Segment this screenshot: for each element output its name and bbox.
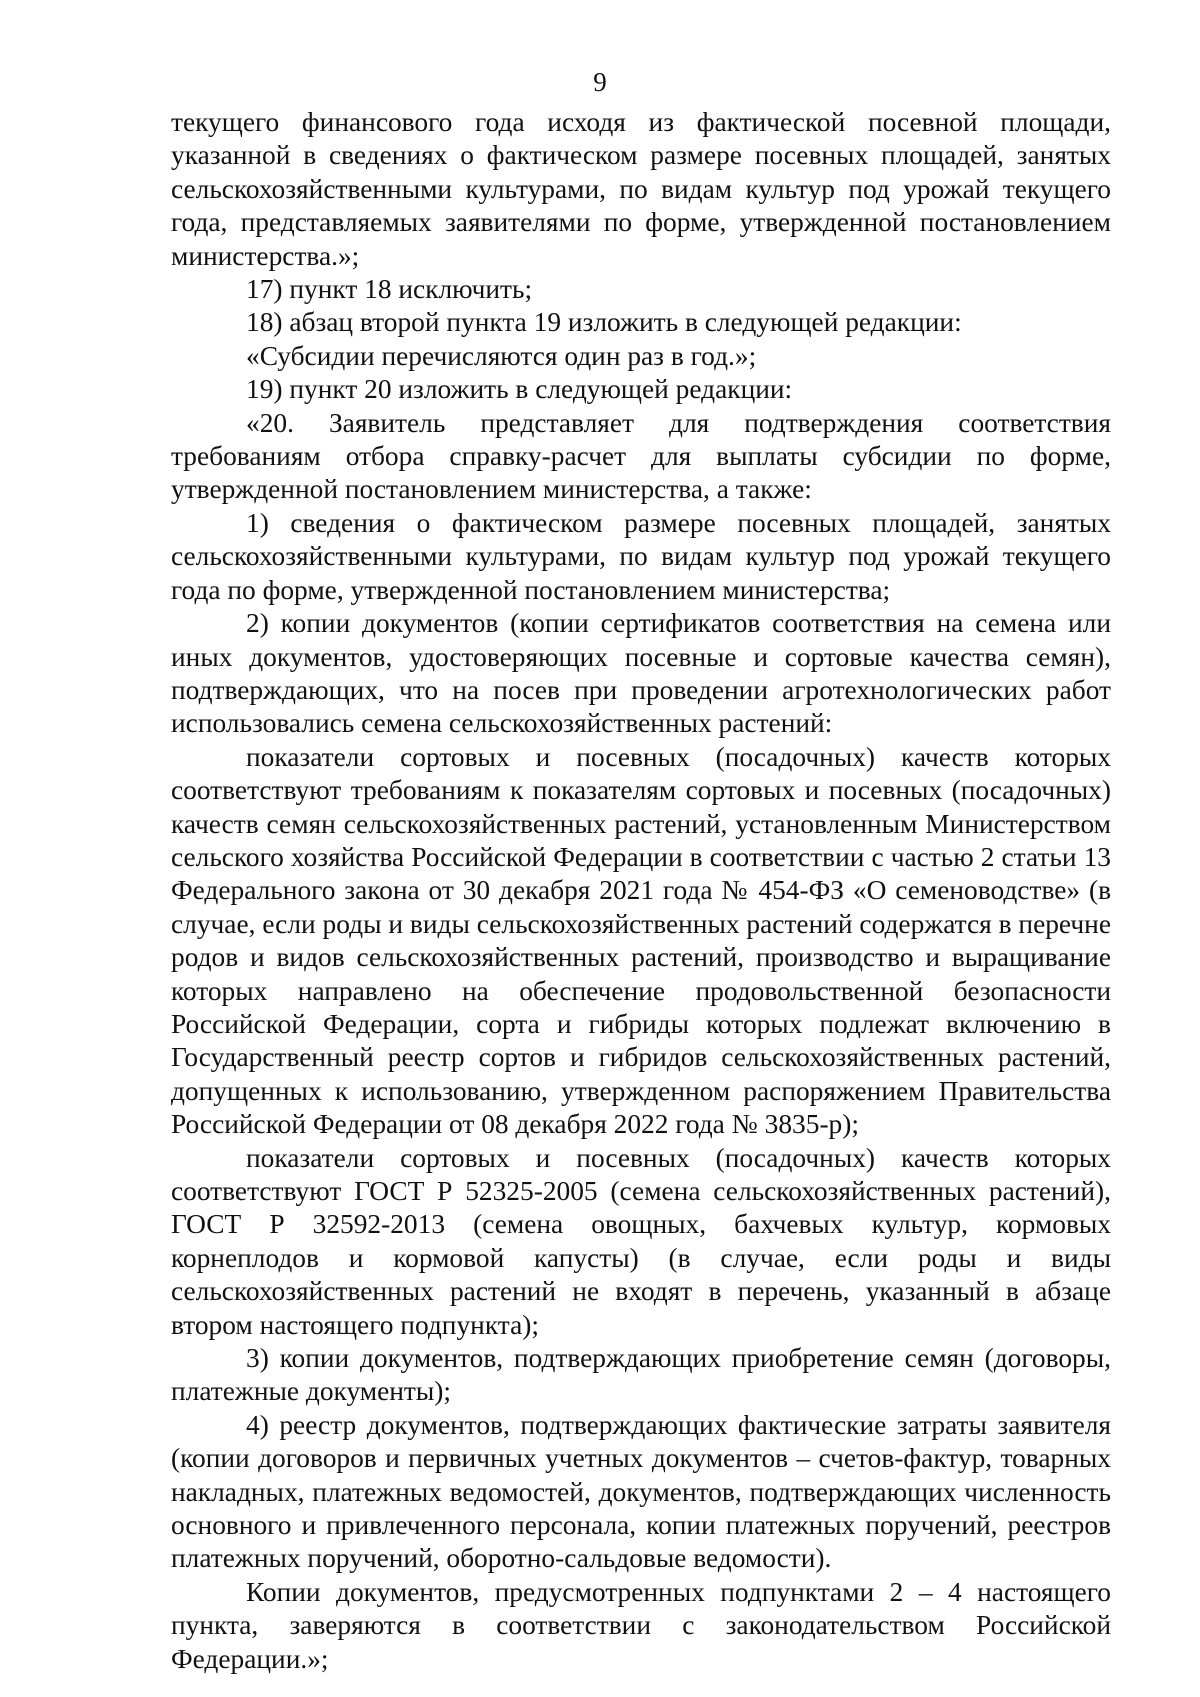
paragraph-subitem-4: 4) реестр документов, подтверждающих фактические затраты заявителя (копии договоров и первичных учетных документов – счетов-фактур, товарных накладных, платежных ведомостей, документов, подтверждающих численность основного и привлеченного персонала, копии платежных поручений, реестров платежных поручений, оборотно-сальдовые ведомости). <box>171 1409 1111 1574</box>
paragraph-item-19: 19) пункт 20 изложить в следующей редакции: <box>246 374 793 405</box>
page-number: 9 <box>593 67 607 97</box>
paragraph-continuation: текущего финансового года исходя из фактической посевной площади, указанной в сведениях о фактическом размере посевных площадей, занятых сельскохозяйственными культурами, по видам культур под урожай текущего года, представляемых заявителями по форме, утвержденной постановлением министерства.»; <box>171 107 1111 271</box>
paragraph-copies-certification: Копии документов, предусмотренных подпунктами 2 – 4 настоящего пункта, заверяются в соответствии с законодательством Российской Федерации.»; <box>171 1576 1111 1674</box>
paragraph-point-20: «20. Заявитель представляет для подтверждения соответствия требованиям отбора справку-расчет для выплаты субсидии по форме, утвержденной постановлением министерства, а также: <box>171 407 1111 505</box>
paragraph-indicators-requirements: показатели сортовых и посевных (посадочных) качеств которых соответствуют требованиям к показателям сортовых и посевных (посадочных) качеств семян сельскохозяйственных растений, установленным Министерством сельского хозяйства Российской Федерации в соответствии с частью 2 статьи 13 Федерального закона от 30 декабря 2021 года № 454-ФЗ «О семеноводстве» (в случае, если роды и виды сельскохозяйственных растений содержатся в перечне родов и видов сельскохозяйственных растений, производство и выращивание которых направлено на обеспечение продовольственной безопасности Российской Федерации, сорта и гибриды которых подлежат включению в Государственный реестр сортов и гибридов сельскохозяйственных растений, допущенных к использованию, утвержденном распоряжением Правительства Российской Федерации от 08 декабря 2022 года № 3835-р); <box>171 741 1111 1140</box>
paragraph-indicators-gost: показатели сортовых и посевных (посадочных) качеств которых соответствуют ГОСТ Р 52325-2005 (семена сельскохозяйственных растений), ГОСТ Р 32592-2013 (семена овощных, бахчевых культур, кормовых корнеплодов и кормовой капусты) (в случае, если роды и виды сельскохозяйственных растений не входят в перечень, указанный в абзаце втором настоящего подпункта); <box>171 1142 1111 1340</box>
paragraph-quote-subsidy: «Субсидии перечисляются один раз в год.»; <box>246 340 757 371</box>
paragraph-item-18: 18) абзац второй пункта 19 изложить в следующей редакции: <box>246 307 962 338</box>
paragraph-subitem-1: 1) сведения о фактическом размере посевных площадей, занятых сельскохозяйственными культурами, по видам культур под урожай текущего года по форме, утвержденной постановлением министерства; <box>171 507 1111 605</box>
paragraph-subitem-3: 3) копии документов, подтверждающих приобретение семян (договоры, платежные документы); <box>171 1343 1111 1407</box>
document-body <box>171 106 1111 1676</box>
paragraph-item-17: 17) пункт 18 исключить; <box>246 274 533 305</box>
paragraph-subitem-2: 2) копии документов (копии сертификатов соответствия на семена или иных документов, удостоверяющих посевные и сортовые качества семян), подтверждающих, что на посев при проведении агротехнологических работ использовались семена сельскохозяйственных растений: <box>171 608 1111 739</box>
